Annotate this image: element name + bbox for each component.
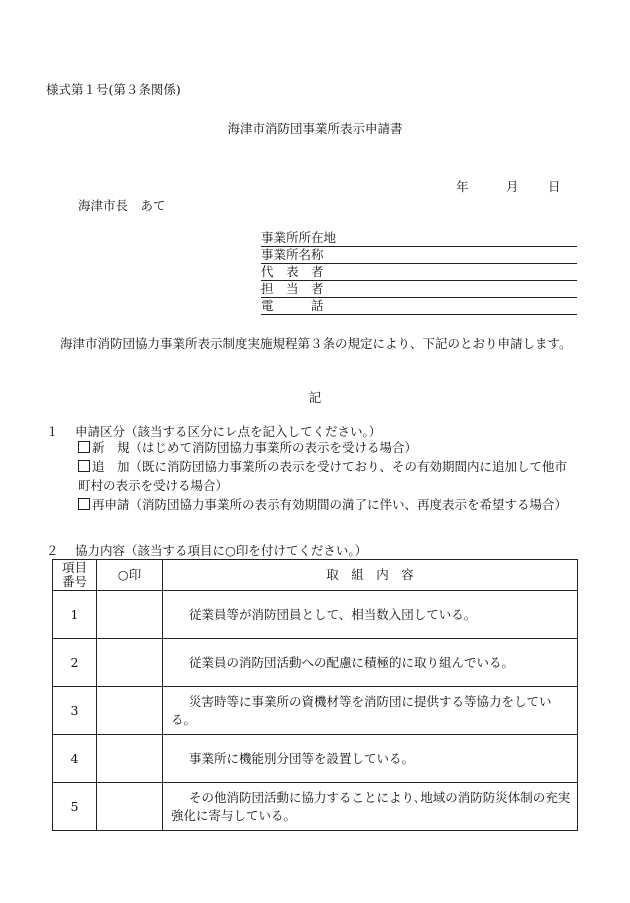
applicant-field-label: 事業所名称 [261,247,324,262]
option-new-label: 新 規 [92,440,130,455]
applicant-field-company[interactable] [261,247,577,264]
row-number: 3 [53,687,97,735]
form-number: 様式第１号(第３条関係) [46,82,181,97]
body-text: 海津市消防団協力事業所表示制度実施規程第３条の規定により、下記のとおり申請します。 [60,336,572,351]
table-row [53,687,578,735]
ki-heading: 記 [308,390,322,405]
applicant-field-phone[interactable] [261,298,577,315]
mark-cell[interactable] [97,783,163,831]
header-mark: ○印 [97,560,163,591]
header-content: 取 組 内 容 [163,560,578,591]
document-title: 海津市消防団事業所表示申請書 [227,121,403,136]
option-new [78,438,578,457]
option-reapply-checkbox[interactable] [78,498,90,510]
applicant-field-label: 代 表 者 [261,264,324,279]
date-day: 日 [548,179,561,194]
table-row [53,639,578,687]
option-reapply-label: 再申請 [92,497,130,512]
mark-cell[interactable] [97,591,163,639]
applicant-field-label: 電 話 [261,298,324,313]
option-add-checkbox[interactable] [78,460,90,472]
row-number: 4 [53,735,97,783]
cooperation-table [52,559,578,831]
row-content: 従業員の消防団活動への配慮に積極的に取り組んでいる。 [163,639,578,687]
option-reapply [78,495,578,514]
mark-cell[interactable] [97,639,163,687]
row-content: 従業員等が消防団員として、相当数入団している。 [163,591,578,639]
mark-cell[interactable] [97,735,163,783]
table-row [53,591,578,639]
row-number: 5 [53,783,97,831]
applicant-field-address[interactable] [261,230,577,247]
section1-title: １ 申請区分（該当する区分にレ点を記入してください。） [46,424,382,439]
applicant-field-label: 担 当 者 [261,281,324,296]
option-new-checkbox[interactable] [78,441,90,453]
applicant-field-representative[interactable] [261,264,577,281]
section2-title: ２ 協力内容（該当する項目に○印を付けてください。） [46,543,368,558]
option-add [78,457,578,495]
mark-cell[interactable] [97,687,163,735]
applicant-field-label: 事業所所在地 [261,230,337,245]
option-add-desc: （既に消防団協力事業所の表示を受けており、その有効期間内に追加して他市町村の表示を受ける場合） [78,459,568,493]
header-item-number: 項目番号 [53,560,97,591]
option-reapply-desc: （消防団協力事業所の表示有効期間の満了に伴い、再度表示を希望する場合） [129,497,568,512]
row-number: 2 [53,639,97,687]
row-content: 災害時等に事業所の資機材等を消防団に提供する等協力をしている。 [163,687,578,735]
addressee: 海津市長 あて [78,198,166,213]
date-month: 月 [506,179,519,194]
row-content: その他消防団活動に協力することにより､地域の消防防災体制の充実強化に寄与している。 [163,783,578,831]
table-row [53,735,578,783]
table-row [53,783,578,831]
row-number: 1 [53,591,97,639]
row-content: 事業所に機能別分団等を設置している。 [163,735,578,783]
option-add-label: 追 加 [92,459,130,474]
option-new-desc: （はじめて消防団協力事業所の表示を受ける場合） [129,440,418,455]
date-year: 年 [456,179,469,194]
applicant-field-contact-person[interactable] [261,281,577,298]
date-row [456,177,561,195]
